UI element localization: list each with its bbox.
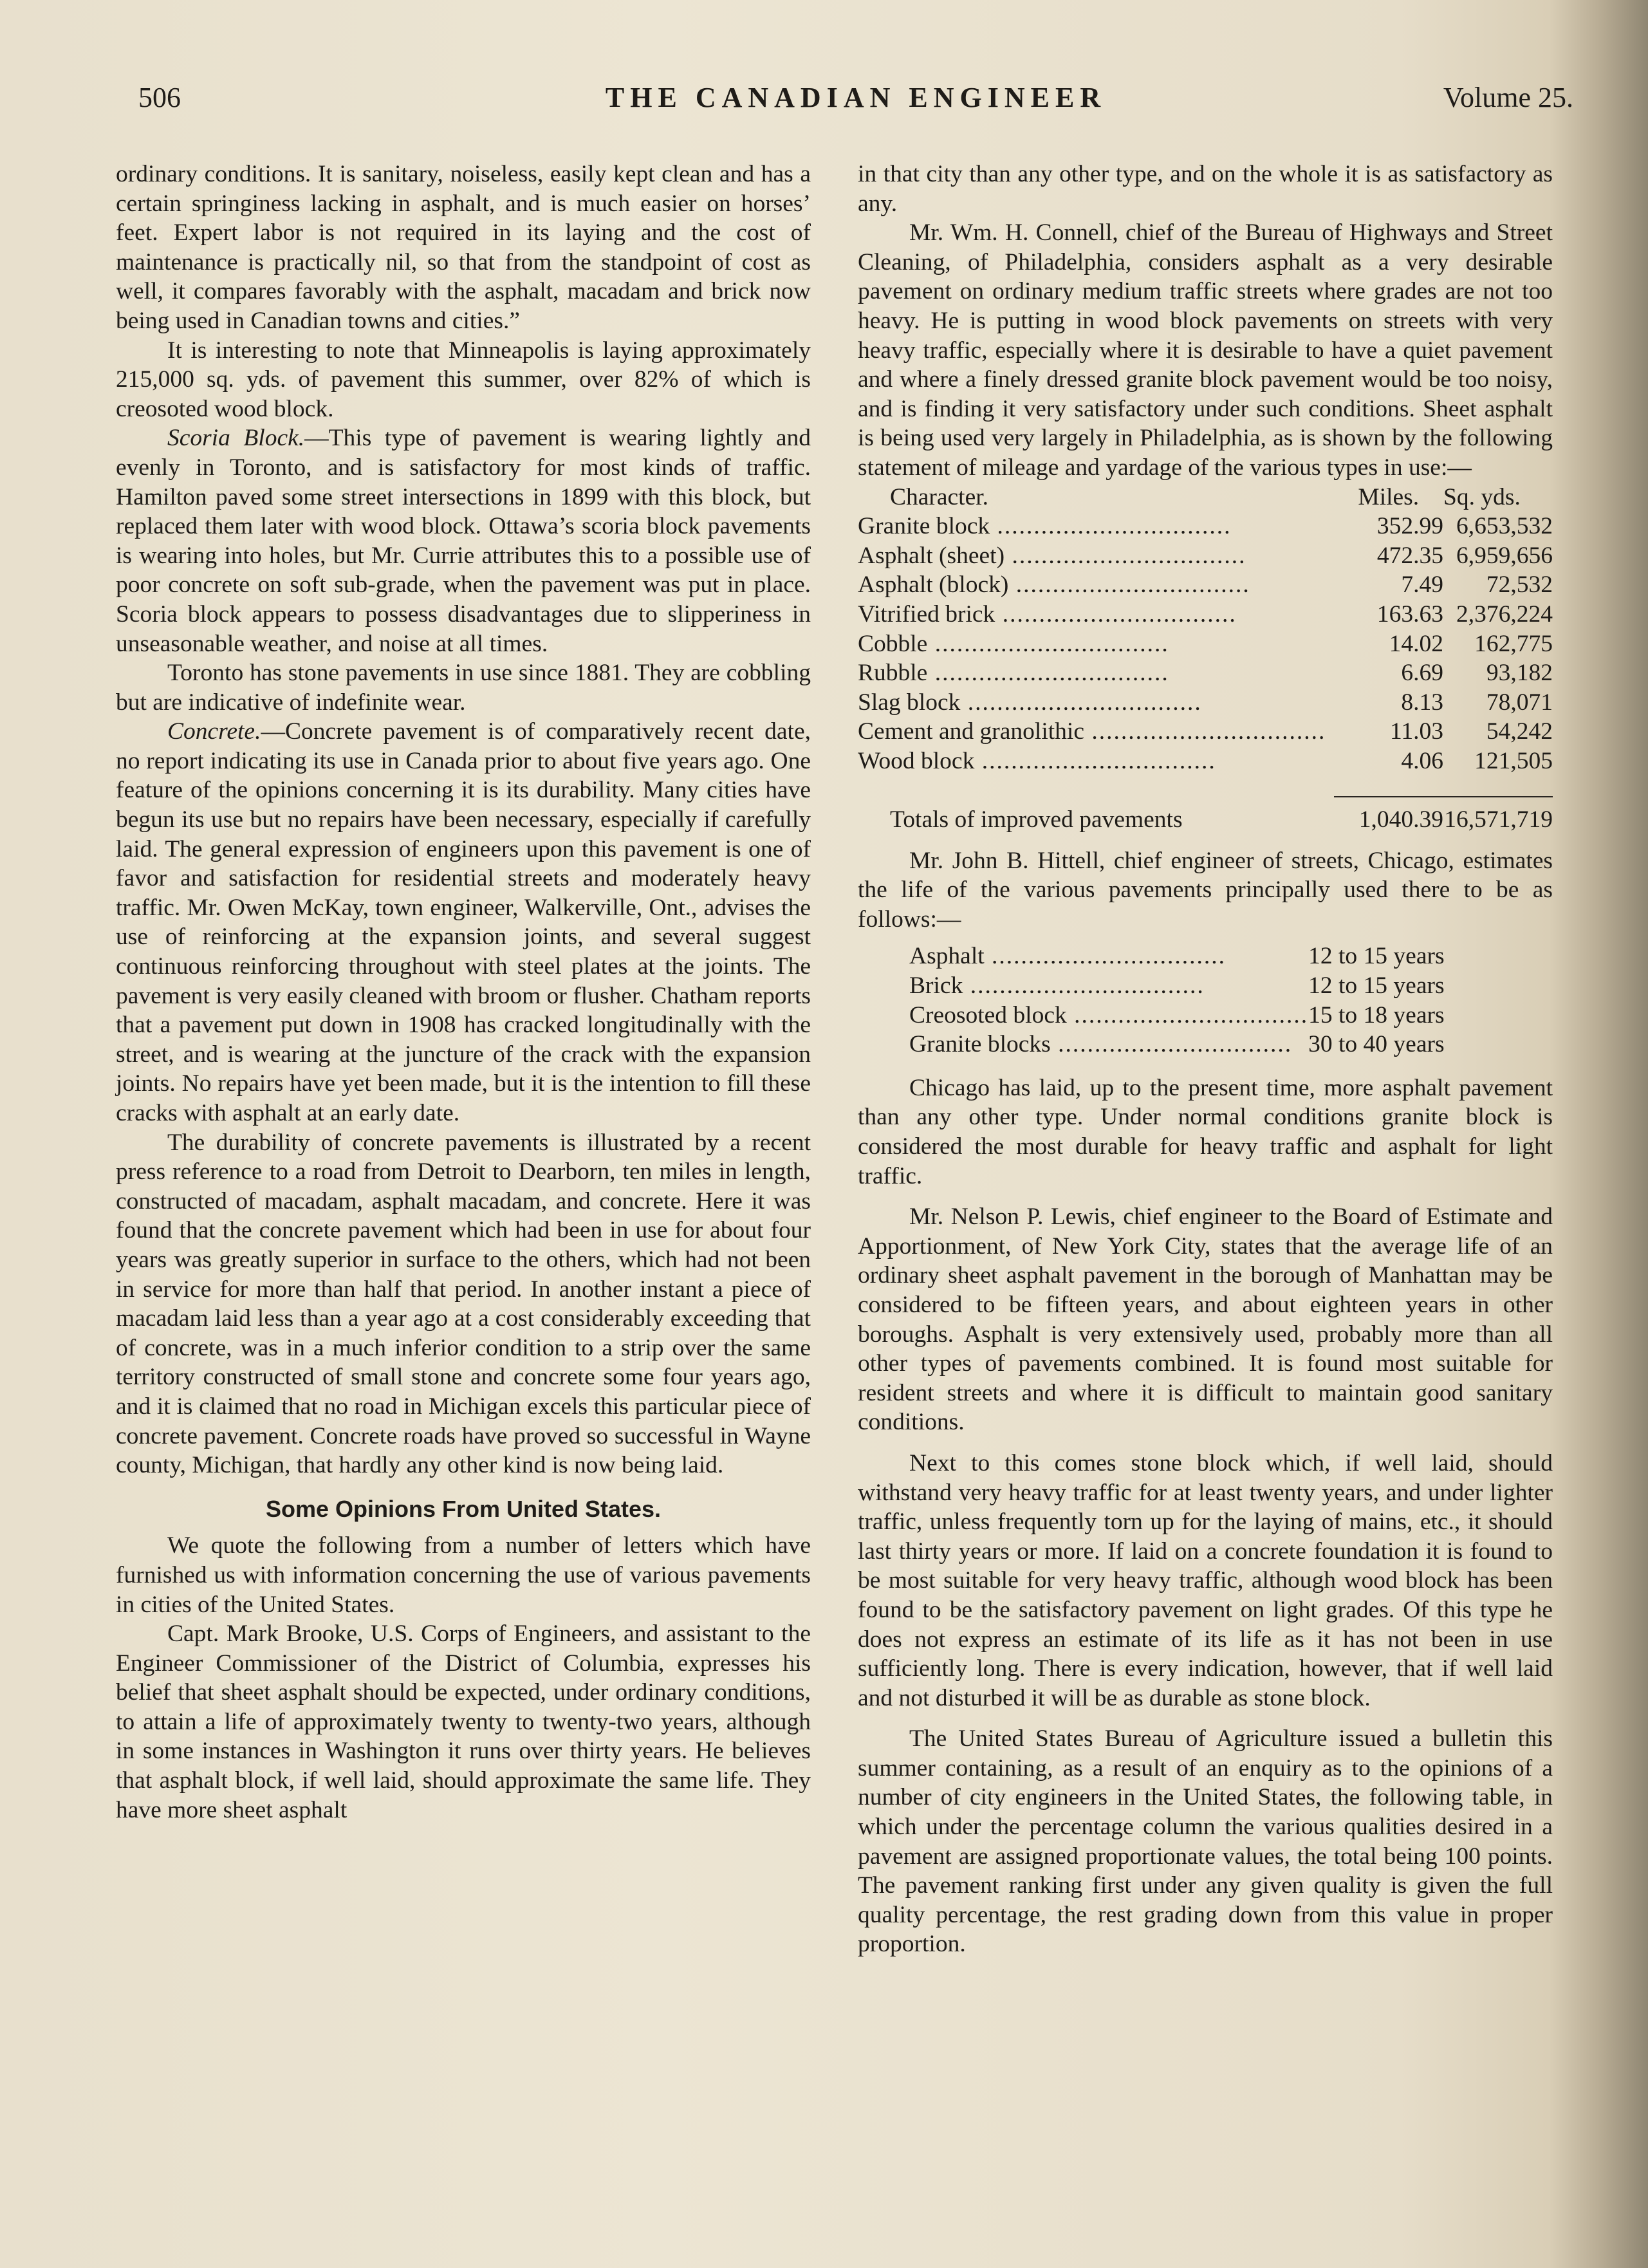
table-row [858, 541, 1553, 571]
table-row [909, 942, 1445, 971]
table-cell: Cement and granolithic [858, 718, 1084, 745]
table-cell: Cobble [858, 630, 928, 657]
masthead-title: THE CANADIAN ENGINEER [605, 82, 1107, 113]
table-cell: Creosoted block [909, 1001, 1067, 1028]
paragraph: The durability of concrete pavements is illustrated by a recent press reference to a road from Detroit to Dearborn, ten miles in length, constructed of macadam, asphalt macadam, and concrete. Here it was found that the concrete pavement which had been in use for about four years was greatly superior in surface to the others, which had not been in service for more than half that period. In another instant a piece of macadam laid less than a year ago at a cost considerably exceeding that of concrete, was in a much inferior condition to a strip over the same territory constructed of small stone and concrete some four years ago, and it is claimed that no road in Michigan excels this particular piece of concrete pavement. Concrete roads have proved so successful in Wayne county, Michigan, that hardly any other kind is now being laid. [116, 1129, 811, 1479]
volume-label: Volume 25. [1443, 82, 1573, 113]
table-cell: 16,571,719 [1444, 806, 1553, 833]
table-cell: 72,532 [1486, 572, 1553, 599]
paragraph: ordinary conditions. It is sanitary, noiseless, easily kept clean and has a certain springiness lacking in asphalt, and is much easier on horses’ feet. Expert labor is not required in its laying and the cost of maintenance is practically nil, so that from the standpoint of cost as well, it compares favorably with the asphalt, macadam and brick now being used in Canadian towns and cities.” [116, 161, 811, 334]
column-header: Sq. yds. [1443, 483, 1521, 510]
table-row [858, 688, 1553, 718]
table-cell: Rubble [858, 660, 928, 687]
paragraph: The United States Bureau of Agriculture issued a bulletin this summer containing, as a result of an enquiry as to the opinions of a number of city engineers in the United States, the following table, in which under the percentage column the various qualities desired in a pavement are assigned proportionate values, the total being 100 points. The pavement ranking first under any given quality is given the full quality percentage, the rest grading down from this value in proper proportion. [858, 1725, 1553, 1958]
paragraph: We quote the following from a number of letters which have furnished us with information concerning the use of various pavements in cities of the United States. [116, 1532, 811, 1618]
table-cell: 93,182 [1486, 660, 1553, 687]
table-cell: 6.69 [1401, 660, 1443, 687]
table-cell: Totals of improved pavements [890, 806, 1183, 833]
sum-rule [1443, 796, 1553, 797]
table-cell: 163.63 [1376, 600, 1443, 627]
paragraph: It is interesting to note that Minneapolis is laying approximately 215,000 sq. yds. of pavement this summer, over 82% of which is creosoted wood block. [116, 337, 811, 422]
table-cell: 121,505 [1474, 747, 1553, 774]
right-column [858, 160, 1553, 1959]
table-header-row [858, 483, 1553, 512]
table-cell: Asphalt (block) [858, 572, 1009, 599]
table-row [858, 570, 1553, 600]
chicago-pavement-life-table [909, 942, 1445, 1059]
paragraph: Toronto has stone pavements in use since 1881. They are cobbling but are indicative of indefinite wear. [116, 660, 811, 716]
table-cell: 472.35 [1376, 542, 1443, 569]
table-cell: 1,040.39 [1358, 806, 1443, 833]
column-header: Character. [890, 483, 989, 510]
table-cell: 2,376,224 [1456, 600, 1553, 627]
section-subheading: Some Opinions From United States. [265, 1495, 662, 1522]
table-cell: 4.06 [1401, 747, 1443, 774]
paragraph: Next to this comes stone block which, if well laid, should withstand very heavy traffic for at least twenty years, and under lighter traffic, unless frequently torn up for the laying of mains, etc., it should last thirty years or more. If laid on a concrete foundation it is found to be most suitable for very heavy traffic, although wood block has been found to be the satisfactory pavement on light grades. Of this type he does not express an estimate of its life as it has not been in use sufficiently long. There is every indication, however, that if well laid and not disturbed it will be as durable as stone block. [858, 1449, 1553, 1711]
paragraph: Chicago has laid, up to the present time, more asphalt pavement than any other type. Under normal conditions granite block is considered the most durable for heavy traffic and asphalt for light traffic. [858, 1074, 1553, 1189]
table-cell: Brick [909, 972, 963, 999]
paragraph: Mr. John B. Hittell, chief engineer of streets, Chicago, estimates the life of the various pavements principally used there to be as follows:— [858, 847, 1553, 933]
table-cell: Slag block [858, 689, 961, 716]
table-cell: 352.99 [1376, 513, 1443, 540]
table-cell: 78,071 [1486, 689, 1553, 716]
table-cell: 12 to 15 years [1308, 972, 1445, 999]
table-cell: Asphalt [909, 943, 985, 970]
table-cell: 7.49 [1401, 572, 1443, 599]
table-cell: 54,242 [1486, 718, 1553, 745]
table-row [858, 658, 1553, 688]
table-cell: 11.03 [1390, 718, 1443, 745]
paragraph: Capt. Mark Brooke, U.S. Corps of Engineers, and assistant to the Engineer Commissioner of the District of Columbia, expresses his belief that sheet asphalt should be expected, under ordinary conditions, to attain a life of approximately twenty to twenty-two years, although in some instances in Washington it runs over thirty years. He believes that asphalt block, if well laid, should approximate the same life. They have more sheet asphalt [116, 1621, 811, 1823]
paragraph-text: —This type of pavement is wearing lightly and evenly in Toronto, and is satisfactory for most kinds of traffic. Hamilton paved some street intersections in 1899 with this block, but replaced them later with wood block. Ottawa’s scoria block pavements is wearing into holes, but Mr. Currie attributes this to a possible use of poor concrete on soft sub-grade, when the pavement was put in place. Scoria block appears to possess disadvantages due to slipperiness in unseasonable weather, and noise at all times. [116, 425, 811, 657]
table-totals-row [858, 805, 1553, 835]
table-row [858, 600, 1553, 629]
page-header [138, 81, 1573, 133]
paragraph: Mr. Nelson P. Lewis, chief engineer to the Board of Estimate and Apportionment, of New York City, states that the average life of an ordinary sheet asphalt pavement in the borough of Manhattan may be considered to be fifteen years, and about eighteen years in other boroughs. Asphalt is very extensively used, probably more than all other types of pavements combined. It is found most suitable for resident streets and where it is difficult to maintain good sanitary conditions. [858, 1204, 1553, 1436]
paragraph: in that city than any other type, and on the whole it is as satisfactory as any. [858, 161, 1553, 217]
table-cell: 8.13 [1401, 689, 1443, 716]
table-row [909, 1001, 1445, 1030]
table-row [909, 971, 1445, 1001]
table-row [909, 1030, 1445, 1059]
paragraph: Mr. Wm. H. Connell, chief of the Bureau of Highways and Street Cleaning, of Philadelphia, considers asphalt as a very desirable pavement on ordinary medium traffic streets where grades are not too heavy. He is putting in wood block pavements on streets with very heavy traffic, especially where it is desirable to have a quiet pavement and where a finely dressed granite block pavement would be too noisy, and is finding it very satisfactory under such conditions. Sheet asphalt is being used very largely in Philadelphia, as is shown by the following statement of mileage and yardage of the various types in use:— [858, 219, 1553, 481]
table-cell: Granite block [858, 513, 990, 540]
run-in-heading: Concrete. [167, 718, 261, 745]
table-cell: Granite blocks [909, 1031, 1051, 1058]
left-column [116, 160, 811, 1825]
paragraph-scoria-block [116, 423, 811, 658]
paragraph-concrete [116, 717, 811, 1128]
table-cell: 30 to 40 years [1308, 1031, 1445, 1058]
table-cell: 12 to 15 years [1308, 943, 1445, 970]
sum-rule [1334, 796, 1443, 797]
table-cell: Asphalt (sheet) [858, 542, 1005, 569]
table-row [858, 512, 1553, 541]
table-cell: 162,775 [1474, 630, 1553, 657]
table-cell: 15 to 18 years [1308, 1001, 1445, 1028]
table-cell: 14.02 [1389, 630, 1443, 657]
page-number: 506 [138, 82, 181, 113]
table-row [858, 747, 1553, 776]
column-header: Miles. [1358, 483, 1420, 510]
table-cell: 6,653,532 [1456, 513, 1553, 540]
table-cell: Vitrified brick [858, 600, 995, 627]
philadelphia-pavement-table [858, 483, 1553, 835]
run-in-heading: Scoria Block. [167, 425, 305, 452]
table-cell: Wood block [858, 747, 975, 774]
paragraph-text: —Concrete pavement is of comparatively recent date, no report indicating its use in Canada prior to about five years ago. One feature of the opinions concerning it is its durability. Many cities have begun its use but no repairs have been necessary, especially if carefully laid. The general expression of engineers upon this pavement is one of favor and satisfaction for residential streets and moderately heavy traffic. Mr. Owen McKay, town engineer, Walkerville, Ont., advises the use of reinforcing at the expansion joints, and several suggest continuous reinforcing throughout with steel plates at the joints. The pavement is very easily cleaned with broom or flusher. Chatham reports that a pavement put down in 1908 has cracked longitudinally with the street, and is wearing at the juncture of the crack with the expansion joints. No repairs have yet been made, but it is the intention to fill these cracks with asphalt at an early date. [116, 718, 811, 1126]
table-row [858, 629, 1553, 659]
table-cell: 6,959,656 [1456, 542, 1553, 569]
table-row [858, 717, 1553, 747]
table-rule-row [858, 776, 1553, 805]
